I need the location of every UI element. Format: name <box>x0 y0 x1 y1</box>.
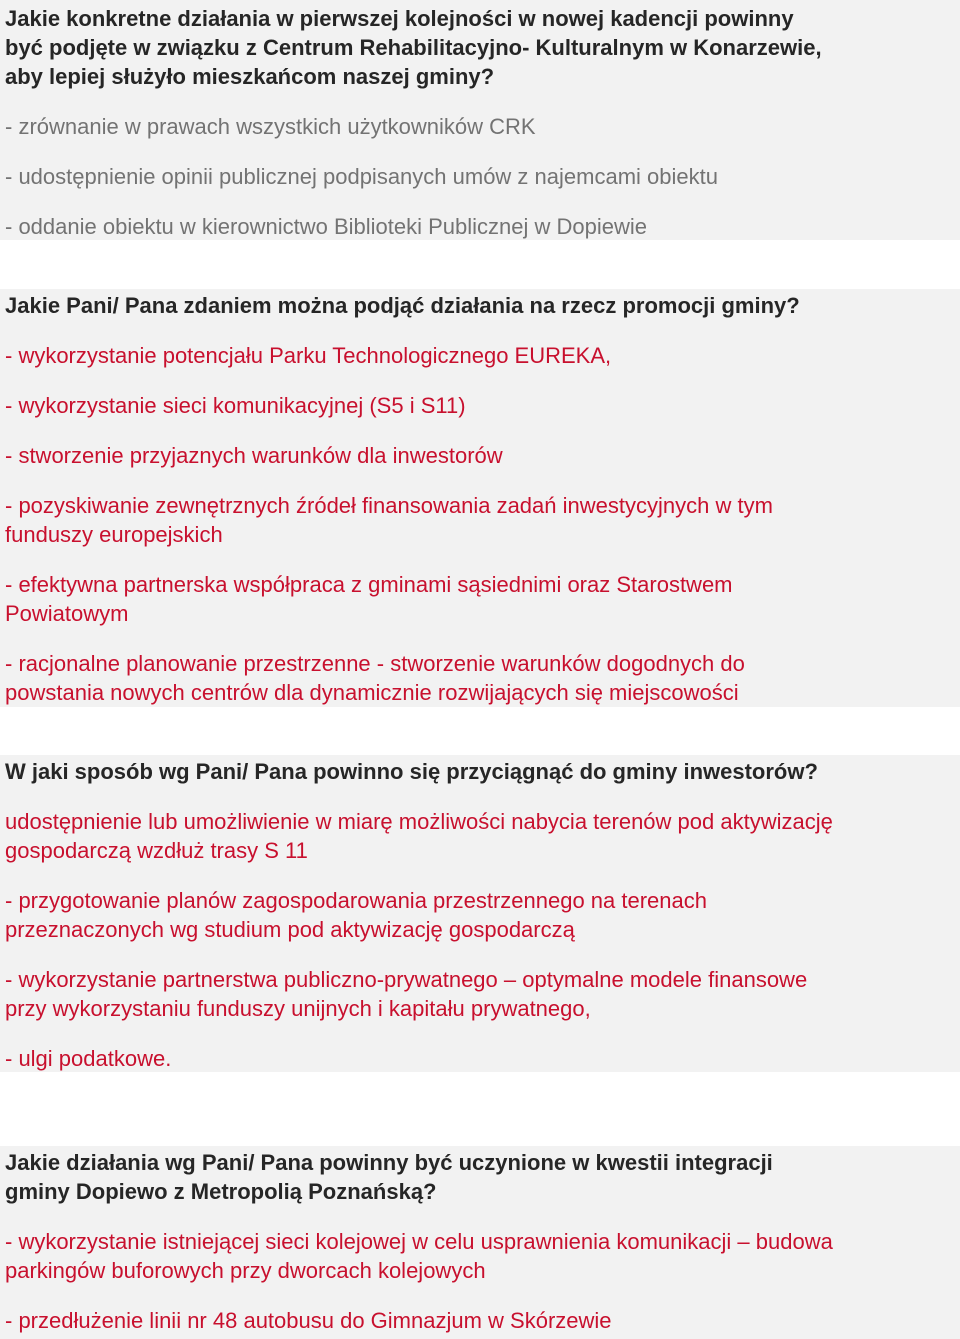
answer-3-2-line-2: przeznaczonych wg studium pod aktywizację gospodarczą <box>5 917 575 942</box>
answer-1-2: - udostępnienie opinii publicznej podpisanych umów z najemcami obiektu <box>5 164 718 189</box>
answer-3-1-line-2: gospodarczą wzdłuż trasy S 11 <box>5 838 308 863</box>
answer-3-1-line-1: udostępnienie lub umożliwienie w miarę możliwości nabycia terenów pod aktywizację <box>5 809 833 834</box>
answer-2-6-line-1: - racjonalne planowanie przestrzenne - stworzenie warunków dogodnych do <box>5 651 745 676</box>
answer-2-5-line-1: - efektywna partnerska współpraca z gminami sąsiednimi oraz Starostwem <box>5 572 733 597</box>
answer-1-3: - oddanie obiektu w kierownictwo Biblioteki Publicznej w Dopiewie <box>5 214 647 239</box>
answer-4-1-line-2: parkingów buforowych przy dworcach kolejowych <box>5 1258 486 1283</box>
question-4-line-2: gminy Dopiewo z Metropolią Poznańską? <box>5 1179 437 1204</box>
question-1-line-2: być podjęte w związku z Centrum Rehabilitacyjno- Kulturalnym w Konarzewie, <box>5 35 822 60</box>
answer-2-2: - wykorzystanie sieci komunikacyjnej (S5 i S11) <box>5 393 466 418</box>
answer-4-1-line-1: - wykorzystanie istniejącej sieci kolejowej w celu usprawnienia komunikacji – budowa <box>5 1229 833 1254</box>
question-2: Jakie Pani/ Pana zdaniem można podjąć działania na rzecz promocji gminy? <box>5 293 800 318</box>
question-1-line-3: aby lepiej służyło mieszkańcom naszej gminy? <box>5 64 495 89</box>
answer-2-3: - stworzenie przyjaznych warunków dla inwestorów <box>5 443 503 468</box>
answer-3-2-line-1: - przygotowanie planów zagospodarowania przestrzennego na terenach <box>5 888 708 913</box>
question-3: W jaki sposób wg Pani/ Pana powinno się przyciągnąć do gminy inwestorów? <box>5 759 818 784</box>
answer-1-1: - zrównanie w prawach wszystkich użytkowników CRK <box>5 114 536 139</box>
question-4-line-1: Jakie działania wg Pani/ Pana powinny być uczynione w kwestii integracji <box>5 1150 773 1175</box>
question-1-line-1: Jakie konkretne działania w pierwszej kolejności w nowej kadencji powinny <box>5 6 794 31</box>
answer-2-1: - wykorzystanie potencjału Parku Technologicznego EUREKA, <box>5 343 612 368</box>
answer-2-4-line-1: - pozyskiwanie zewnętrznych źródeł finansowania zadań inwestycyjnych w tym <box>5 493 773 518</box>
answer-2-4-line-2: funduszy europejskich <box>5 522 223 547</box>
answer-3-3-line-1: - wykorzystanie partnerstwa publiczno-prywatnego – optymalne modele finansowe <box>5 967 808 992</box>
answer-2-5-line-2: Powiatowym <box>5 601 129 626</box>
answer-3-3-line-2: przy wykorzystaniu funduszy unijnych i kapitału prywatnego, <box>5 996 591 1021</box>
answer-3-4: - ulgi podatkowe. <box>5 1046 172 1071</box>
answer-2-6-line-2: powstania nowych centrów dla dynamicznie rozwijających się miejscowości <box>5 680 739 705</box>
answer-4-2: - przedłużenie linii nr 48 autobusu do Gimnazjum w Skórzewie <box>5 1308 612 1333</box>
